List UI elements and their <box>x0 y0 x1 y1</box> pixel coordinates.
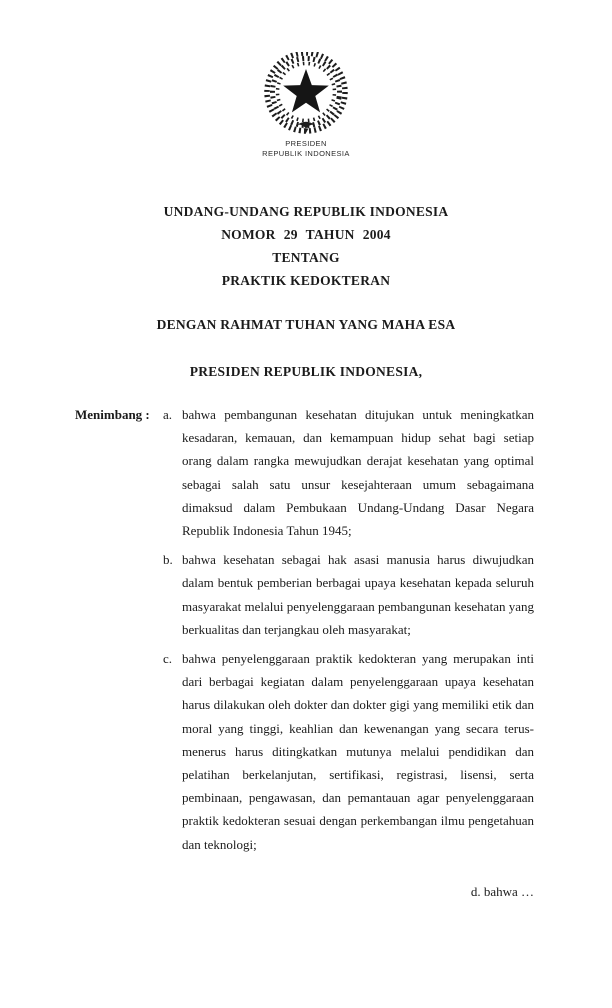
invocation-line: DENGAN RAHMAT TUHAN YANG MAHA ESA <box>156 317 456 332</box>
authority-line: PRESIDEN REPUBLIK INDONESIA, <box>189 364 423 379</box>
presidential-star-seal-icon <box>261 52 351 136</box>
consideration-item-c <box>163 647 534 856</box>
menimbang-label: Menimbang : <box>75 407 150 422</box>
item-text: bahwa kesehatan sebagai hak asasi manusia harus diwujudkan dalam bentuk pemberian berbagai upaya kesehatan kepada seluruh masyarakat melalui penyelenggaraan pembangunan kesehatan yang berkualitas dan terjangkau oleh masyarakat; <box>182 552 534 637</box>
title-line-number-year: NOMOR 29 TAHUN 2004 <box>221 227 391 242</box>
consideration-item-a <box>163 403 534 542</box>
considerations-list <box>163 403 534 856</box>
title-line-tentang: TENTANG <box>272 250 340 265</box>
catchword-next-page: d. bahwa … <box>470 884 534 899</box>
document-title-block <box>0 200 612 292</box>
seal-caption-presiden: PRESIDEN <box>285 139 327 148</box>
item-marker: b. <box>163 552 173 568</box>
item-text: bahwa pembangunan kesehatan ditujukan untuk meningkatkan kesadaran, kemauan, dan kemampuan hidup sehat bagi setiap orang dalam rangka mewujudkan derajat kesehatan yang optimal sebagai salah satu unsur kesejahteraan umum sebagaimana dimaksud dalam Pembukaan Undang-Undang Dasar Negara Republik Indonesia Tahun 1945; <box>182 407 534 539</box>
seal-caption <box>0 139 612 159</box>
item-marker: a. <box>163 407 173 422</box>
letterhead <box>0 0 612 159</box>
seal-caption-republik: REPUBLIK INDONESIA <box>262 149 350 158</box>
title-line-subject: PRAKTIK KEDOKTERAN <box>221 273 391 288</box>
item-text: bahwa penyelenggaraan praktik kedokteran yang merupakan inti dari berbagai kegiatan dalam penyelenggaraan upaya kesehatan harus dilakukan oleh dokter dan dokter gigi yang memiliki etik dan moral yang tinggi, keahlian dan kewenangan yang secara terus-menerus harus ditingkatkan mutunya melalui pendidikan dan pelatihan berkelanjutan, sertifikasi, registrasi, lisensi, serta pembinaan, pengawasan, dan pemantauan agar penyelenggaraan praktik kedokteran sesuai dengan perkembangan ilmu pengetahuan dan teknologi; <box>182 651 534 852</box>
considerations-section <box>0 403 612 856</box>
item-marker: c. <box>163 651 173 667</box>
title-line-law-name: UNDANG-UNDANG REPUBLIK INDONESIA <box>163 204 449 219</box>
consideration-item-b <box>163 548 534 641</box>
